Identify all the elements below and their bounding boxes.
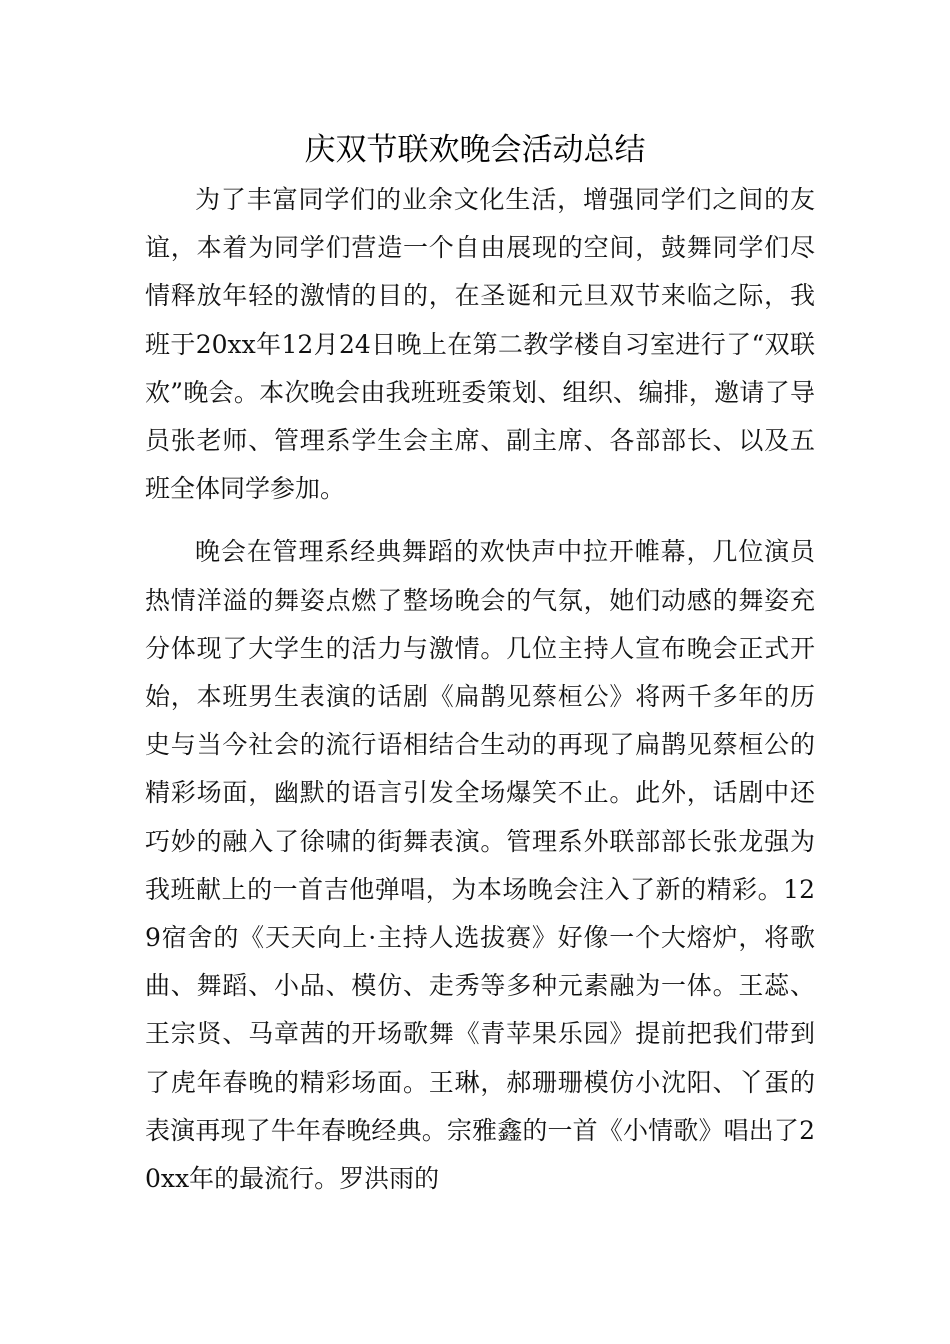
paragraph-spacer: [145, 513, 815, 528]
paragraph-2: 晚会在管理系经典舞蹈的欢快声中拉开帷幕，几位演员热情洋溢的舞姿点燃了整场晚会的气氛，她们动感的舞姿充分体现了大学生的活力与激情。几位主持人宣布晚会正式开始，本班男生表演的话剧《扁鹊见蔡桓公》将两千多年的历史与当今社会的流行语相结合生动的再现了扁鹊见蔡桓公的精彩场面，幽默的语言引发全场爆笑不止。此外，话剧中还巧妙的融入了徐啸的街舞表演。管理系外联部部长张龙强为我班献上的一首吉他弹唱，为本场晚会注入了新的精彩。129宿舍的《天天向上·主持人选拔赛》好像一个大熔炉，将歌曲、舞蹈、小品、模仿、走秀等多种元素融为一体。王蕊、王宗贤、马章茜的开场歌舞《青苹果乐园》提前把我们带到了虎年春晚的精彩场面。王琳，郝珊珊模仿小沈阳、丫蛋的表演再现了牛年春晚经典。宗雅鑫的一首《小情歌》唱出了20xx年的最流行。罗洪雨的: [145, 537, 815, 1194]
paragraph-1: 为了丰富同学们的业余文化生活，增强同学们之间的友谊，本着为同学们营造一个自由展现的空间，鼓舞同学们尽情释放年轻的激情的目的，在圣诞和元旦双节来临之际，我班于20xx年12月24日晚上在第二教学楼自习室进行了“双联欢”晚会。本次晚会由我班班委策划、组织、编排，邀请了导员张老师、管理系学生会主席、副主席、各部部长、以及五班全体同学参加。: [145, 185, 815, 504]
document-title: 庆双节联欢晚会活动总结: [304, 132, 646, 168]
document-body: [145, 176, 815, 1203]
